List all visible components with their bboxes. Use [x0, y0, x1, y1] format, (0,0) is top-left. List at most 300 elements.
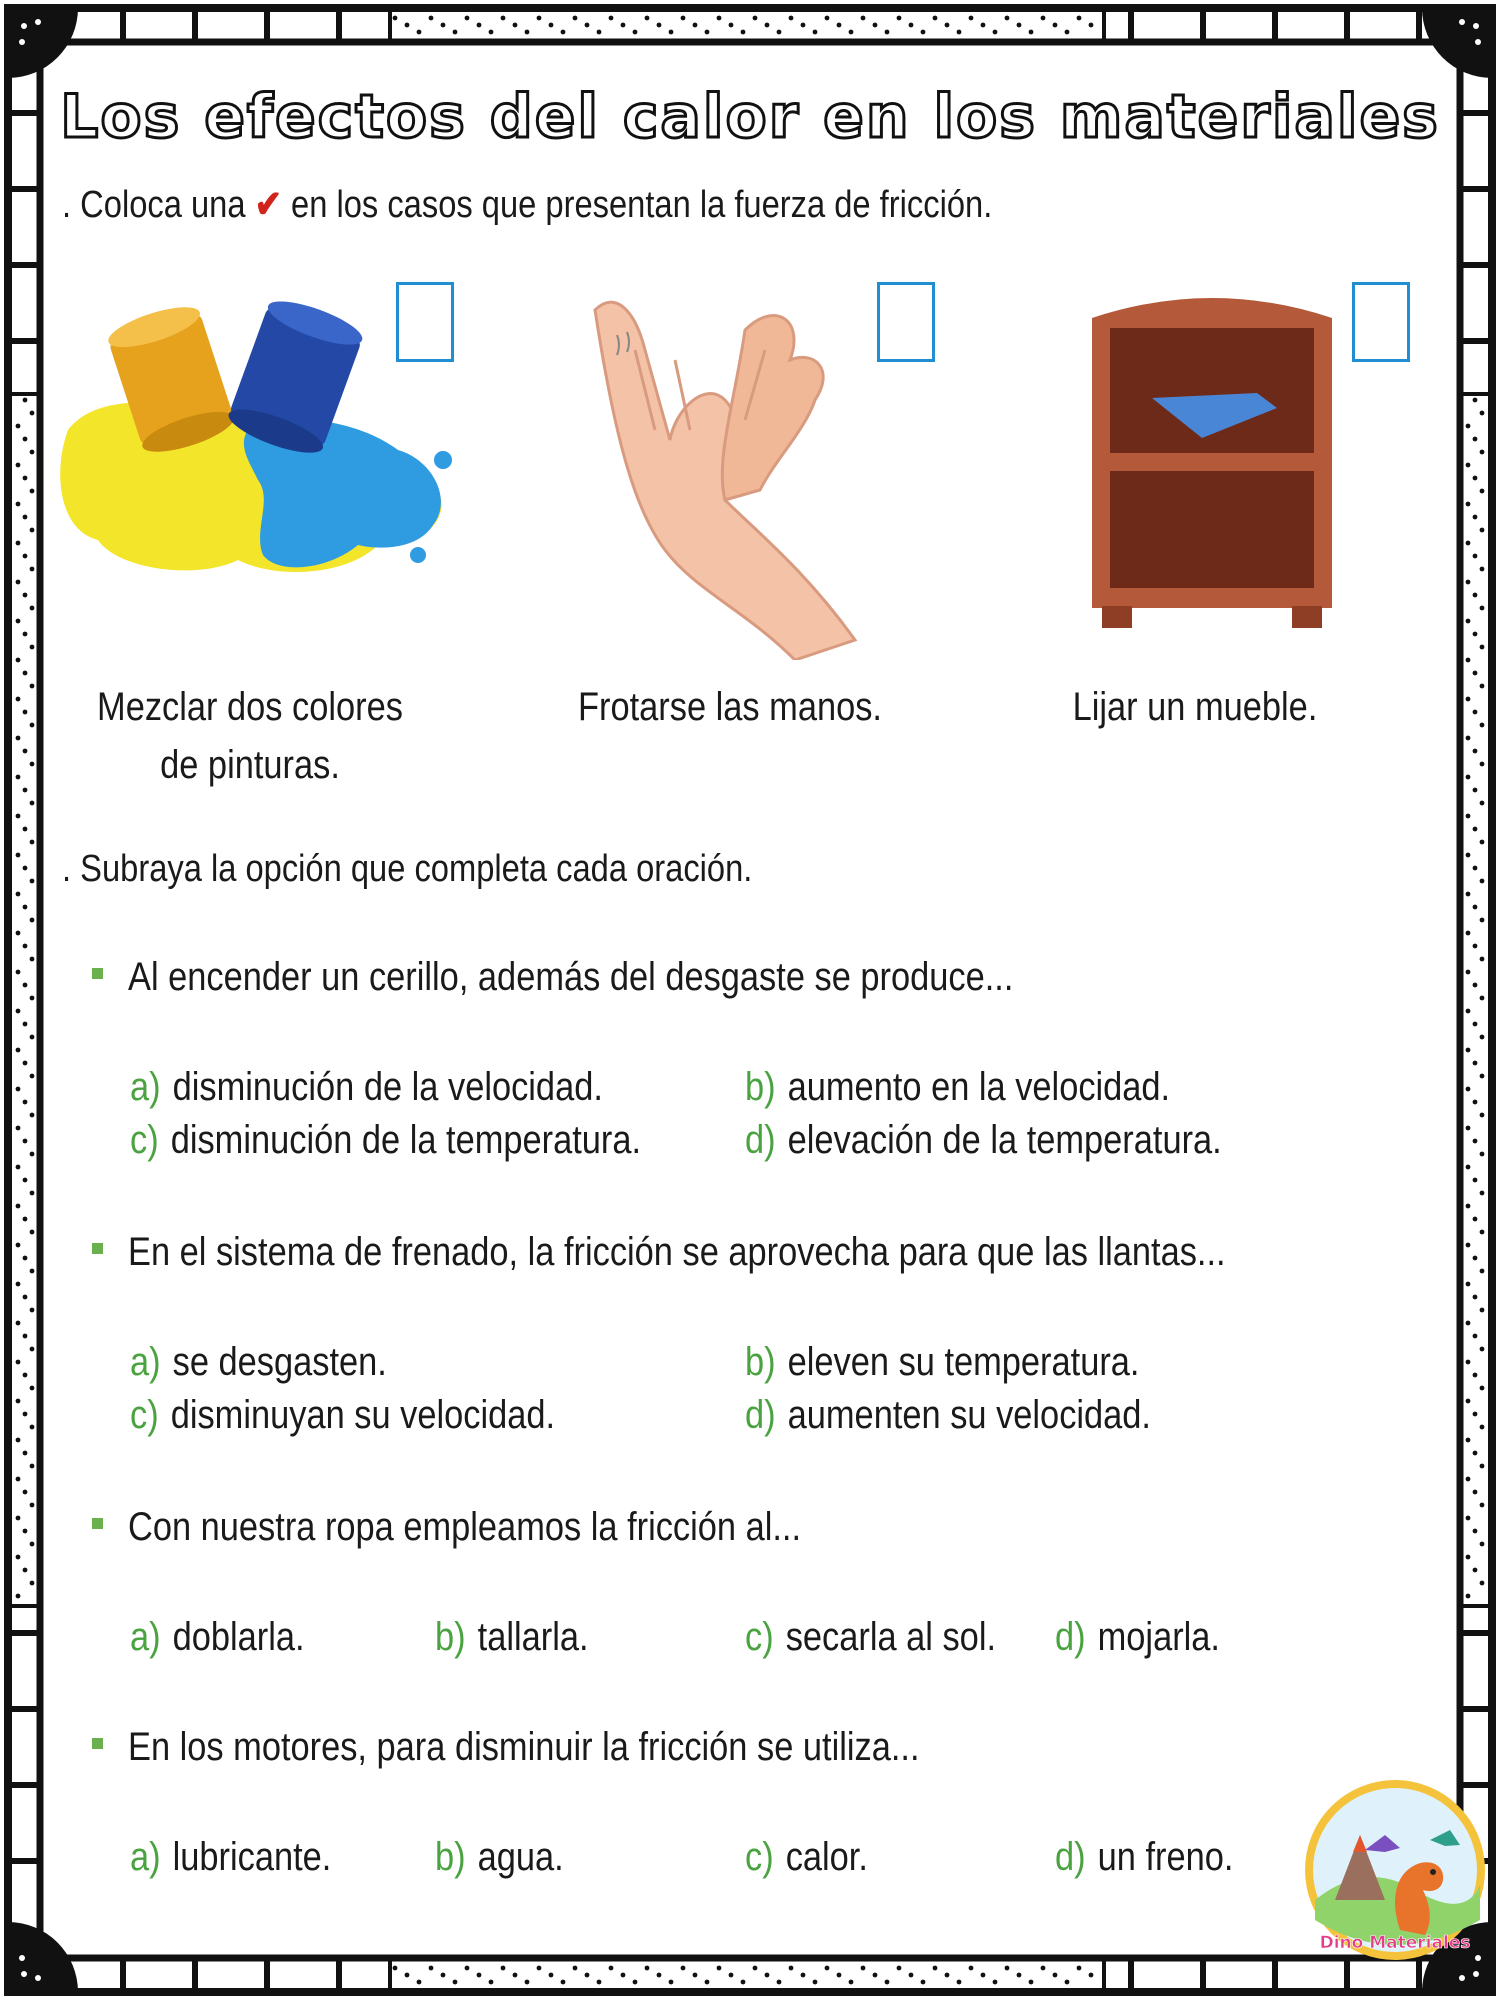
option-3b[interactable] [435, 1615, 589, 1660]
frame-dot [669, 30, 674, 35]
frame-segment [1460, 262, 1492, 268]
frame-dot [993, 1980, 998, 1985]
frame-dot [1473, 1178, 1478, 1183]
frame-dot [23, 749, 28, 754]
frame-dot [23, 1529, 28, 1534]
checkbox-rub-hands[interactable] [877, 282, 935, 362]
frame-dot [693, 1973, 698, 1978]
frame-dot [645, 16, 650, 21]
frame-dot [1005, 1966, 1010, 1971]
frame-dot [393, 16, 398, 21]
frame-dot [1466, 541, 1471, 546]
frame-dot [585, 23, 590, 28]
frame-dot [1041, 1966, 1046, 1971]
frame-dot [16, 970, 21, 975]
frame-dot [16, 697, 21, 702]
frame-dot [969, 16, 974, 21]
frame-dot [1017, 23, 1022, 28]
option-text: mojarla. [1097, 1615, 1220, 1659]
frame-dot [1473, 515, 1478, 520]
frame-dot [30, 1542, 35, 1547]
frame-dot [1480, 918, 1485, 923]
frame-dot [30, 1230, 35, 1235]
frame-dot [1473, 983, 1478, 988]
frame-dot [1466, 814, 1471, 819]
frame-dot [16, 814, 21, 819]
frame-dot [681, 16, 686, 21]
frame-dot [1480, 1347, 1485, 1352]
frame-dot [30, 489, 35, 494]
frame-dot [633, 1980, 638, 1985]
frame-dot [429, 16, 434, 21]
option-letter: a) [130, 1835, 161, 1879]
frame-dot [30, 957, 35, 962]
option-4c[interactable] [745, 1835, 868, 1880]
frame-dot [777, 30, 782, 35]
logo-text: Dino Materiales [1319, 1933, 1471, 1953]
frame-dot [23, 671, 28, 676]
frame-dot [16, 1516, 21, 1521]
caption-line-1: Lijar un mueble. [1072, 685, 1318, 729]
frame-dot [717, 1966, 722, 1971]
frame-dot [30, 645, 35, 650]
caption-line-1: Mezclar dos colores [97, 685, 403, 729]
frame-dot [1480, 1464, 1485, 1469]
frame-segment [120, 8, 126, 42]
option-text: aumento en la velocidad. [787, 1065, 1171, 1109]
option-letter: d) [745, 1393, 776, 1437]
frame-dot [30, 762, 35, 767]
frame-dot [741, 30, 746, 35]
bullet-icon [92, 1243, 103, 1254]
frame-dot [501, 1966, 506, 1971]
frame-dot [1466, 1009, 1471, 1014]
frame-dot [573, 1966, 578, 1971]
frame-dot [477, 1973, 482, 1978]
frame-dot [23, 788, 28, 793]
frame-segment [1200, 1958, 1206, 1992]
frame-dot [16, 1321, 21, 1326]
frame-dot [16, 1438, 21, 1443]
frame-segment [1200, 8, 1206, 42]
frame-dot [1466, 736, 1471, 741]
frame-dot [957, 1980, 962, 1985]
frame-dot [909, 1973, 914, 1978]
frame-segment [388, 8, 392, 42]
frame-dot [16, 931, 21, 936]
frame-dot [813, 30, 818, 35]
frame-dot [789, 1966, 794, 1971]
option-3a[interactable] [130, 1615, 305, 1660]
instruction-check: . Coloca una ✔ en los casos que presentan la fuerza de fricción. [62, 184, 993, 226]
frame-dot [1473, 866, 1478, 871]
frame-dot [465, 16, 470, 21]
question-2: En el sistema de frenado, la fricción se aprovecha para que las llantas... [128, 1230, 1226, 1274]
option-letter: c) [745, 1835, 774, 1879]
option-letter: c) [130, 1118, 159, 1162]
frame-dot [1480, 645, 1485, 650]
frame-dot [30, 918, 35, 923]
frame-segment [1272, 1958, 1278, 1992]
frame-dot [909, 23, 914, 28]
frame-dot [1077, 16, 1082, 21]
frame-dot [23, 1061, 28, 1066]
frame-dot [489, 1980, 494, 1985]
option-text: disminución de la velocidad. [172, 1065, 603, 1109]
option-2a[interactable] [130, 1340, 387, 1385]
frame-dot [873, 1973, 878, 1978]
frame-dot [1466, 931, 1471, 936]
frame-dot [441, 23, 446, 28]
frame-dot [1480, 1386, 1485, 1391]
frame-dot [1089, 23, 1094, 28]
frame-dot [23, 1022, 28, 1027]
frame-dot [621, 1973, 626, 1978]
frame-dot [813, 1980, 818, 1985]
frame-dot [1480, 1191, 1485, 1196]
frame-dot [801, 23, 806, 28]
frame-dot [23, 515, 28, 520]
frame-dot [16, 658, 21, 663]
frame-dot [717, 16, 722, 21]
frame-dot [861, 16, 866, 21]
frame-dot [597, 1980, 602, 1985]
frame-dot [1473, 905, 1478, 910]
frame-dot [537, 1966, 542, 1971]
frame-dot [585, 1973, 590, 1978]
frame-dot [1029, 30, 1034, 35]
frame-dot [1473, 1568, 1478, 1573]
frame-dot [1473, 1451, 1478, 1456]
frame-dot [1466, 1204, 1471, 1209]
frame-dot [1466, 1477, 1471, 1482]
frame-dot [30, 1035, 35, 1040]
frame-dot [1473, 944, 1478, 949]
frame-dot [453, 30, 458, 35]
frame-dot [969, 1966, 974, 1971]
frame-dot [1480, 801, 1485, 806]
caption-sand-furniture [1014, 678, 1375, 736]
frame-segment [8, 1858, 40, 1864]
frame-dot [753, 1966, 758, 1971]
frame-dot [1466, 1555, 1471, 1560]
frame-dot [1480, 1542, 1485, 1547]
frame-dot [657, 1973, 662, 1978]
frame-segment [192, 8, 198, 42]
option-text: doblarla. [172, 1615, 305, 1659]
frame-dot [16, 1048, 21, 1053]
frame-dot [765, 23, 770, 28]
frame-dot [1041, 16, 1046, 21]
frame-dot [1466, 775, 1471, 780]
bullet-icon [92, 1738, 103, 1749]
frame-dot [633, 30, 638, 35]
frame-dot [16, 1165, 21, 1170]
frame-dot [1480, 528, 1485, 533]
frame-dot [513, 1973, 518, 1978]
frame-dot [1473, 554, 1478, 559]
frame-dot [429, 1966, 434, 1971]
frame-dot [1466, 1516, 1471, 1521]
frame-dot [1017, 1973, 1022, 1978]
option-letter: a) [130, 1615, 161, 1659]
frame-dot [30, 1386, 35, 1391]
frame-dot [1480, 957, 1485, 962]
frame-dot [645, 1966, 650, 1971]
frame-dot [30, 567, 35, 572]
frame-dot [1480, 762, 1485, 767]
instruction-underline: . Subraya la opción que completa cada oración. [62, 848, 753, 890]
frame-dot [1089, 1973, 1094, 1978]
frame-dot [537, 16, 542, 21]
checkbox-mix-paints[interactable] [396, 282, 454, 362]
frame-segment [8, 1782, 40, 1788]
frame-dot [23, 437, 28, 442]
frame-dot [23, 554, 28, 559]
frame-dot [30, 606, 35, 611]
frame-dot [1473, 593, 1478, 598]
frame-dot [30, 1581, 35, 1586]
frame-dot [23, 398, 28, 403]
checkbox-sand-furniture[interactable] [1352, 282, 1410, 362]
option-letter: a) [130, 1065, 161, 1109]
frame-dot [933, 16, 938, 21]
option-4a[interactable] [130, 1835, 331, 1880]
frame-dot [489, 30, 494, 35]
frame-dot [23, 1412, 28, 1417]
frame-dot [30, 801, 35, 806]
frame-dot [16, 1243, 21, 1248]
frame-segment [1460, 338, 1492, 344]
frame-segment [264, 8, 270, 42]
frame-dot [23, 1451, 28, 1456]
frame-dot [30, 1074, 35, 1079]
frame-dot [1480, 489, 1485, 494]
option-letter: b) [435, 1835, 466, 1879]
frame-dot [30, 879, 35, 884]
frame-dot [1480, 450, 1485, 455]
instruction-underline-text: Subraya la opción que completa cada oración. [80, 848, 753, 890]
frame-dot [30, 1113, 35, 1118]
frame-dot [1473, 1022, 1478, 1027]
frame-dot [657, 23, 662, 28]
frame-dot [849, 30, 854, 35]
wooden-shelf-illustration [1082, 288, 1342, 638]
frame-segment [336, 8, 342, 42]
frame-dot [1065, 1980, 1070, 1985]
frame-segment [1102, 8, 1106, 42]
frame-dot [1473, 1334, 1478, 1339]
option-1b[interactable] [745, 1065, 1170, 1110]
option-letter: d) [1055, 1835, 1086, 1879]
frame-dot [16, 580, 21, 585]
option-text: agua. [477, 1835, 564, 1879]
frame-dot [16, 1282, 21, 1287]
frame-segment [1128, 1958, 1134, 1992]
option-4d[interactable] [1055, 1835, 1233, 1880]
frame-dot [1466, 580, 1471, 585]
frame-dot [465, 1966, 470, 1971]
frame-dot [561, 30, 566, 35]
corner-top-left [8, 8, 78, 78]
option-letter: a) [130, 1340, 161, 1384]
frame-dot [945, 23, 950, 28]
frame-dot [753, 16, 758, 21]
frame-segment [192, 1958, 198, 1992]
frame-dot [441, 1973, 446, 1978]
frame-dot [549, 23, 554, 28]
frame-dot [30, 723, 35, 728]
instruction-check-before: Coloca una [80, 184, 246, 226]
frame-segment [8, 338, 40, 344]
option-3c[interactable] [745, 1615, 996, 1660]
frame-segment [1344, 8, 1350, 42]
frame-dot [1473, 1373, 1478, 1378]
frame-dot [789, 16, 794, 21]
frame-dot [1480, 1269, 1485, 1274]
option-1c[interactable] [130, 1118, 641, 1163]
frame-dot [1473, 710, 1478, 715]
bullet-icon [92, 968, 103, 979]
option-text: un freno. [1097, 1835, 1234, 1879]
frame-dot [23, 593, 28, 598]
frame-dot [16, 1009, 21, 1014]
frame-dot [1473, 1139, 1478, 1144]
frame-segment [1460, 1706, 1492, 1712]
option-letter: c) [130, 1393, 159, 1437]
option-1a[interactable] [130, 1065, 603, 1110]
frame-dot [1466, 853, 1471, 858]
frame-segment [8, 392, 40, 396]
frame-dot [825, 1966, 830, 1971]
frame-segment [1416, 1958, 1422, 1992]
frame-dot [23, 1295, 28, 1300]
frame-dot [1473, 1295, 1478, 1300]
frame-dot [1029, 1980, 1034, 1985]
frame-segment [8, 262, 40, 268]
frame-dot [1466, 892, 1471, 897]
frame-dot [1473, 632, 1478, 637]
frame-dot [30, 1503, 35, 1508]
frame-dot [945, 1973, 950, 1978]
frame-dot [1480, 411, 1485, 416]
frame-dot [23, 1100, 28, 1105]
frame-dot [1473, 437, 1478, 442]
frame-dot [23, 1490, 28, 1495]
question-4: En los motores, para disminuir la fricción se utiliza... [128, 1725, 920, 1769]
frame-dot [1077, 1966, 1082, 1971]
frame-dot [729, 23, 734, 28]
frame-dot [16, 853, 21, 858]
option-letter: b) [435, 1615, 466, 1659]
frame-dot [1480, 567, 1485, 572]
frame-dot [981, 23, 986, 28]
frame-dot [897, 16, 902, 21]
frame-dot [1480, 684, 1485, 689]
frame-dot [1480, 840, 1485, 845]
frame-dot [1480, 996, 1485, 1001]
option-3d[interactable] [1055, 1615, 1220, 1660]
frame-dot [921, 30, 926, 35]
frame-dot [849, 1980, 854, 1985]
frame-dot [609, 16, 614, 21]
option-text: eleven su temperatura. [787, 1340, 1140, 1384]
frame-dot [957, 30, 962, 35]
frame-segment [336, 1958, 342, 1992]
option-letter: d) [1055, 1615, 1086, 1659]
question-1: Al encender un cerillo, además del desgaste se produce... [128, 955, 1014, 999]
frame-dot [30, 1464, 35, 1469]
option-text: aumenten su velocidad. [787, 1393, 1151, 1437]
option-2b[interactable] [745, 1340, 1139, 1385]
frame-dot [1005, 16, 1010, 21]
frame-dot [1473, 1217, 1478, 1222]
frame-dot [16, 619, 21, 624]
dino-materiales-logo [1305, 1780, 1485, 1960]
frame-dot [1473, 671, 1478, 676]
frame-dot [705, 1980, 710, 1985]
option-1d[interactable] [745, 1118, 1222, 1163]
option-text: disminución de la temperatura. [170, 1118, 642, 1162]
frame-dot [1473, 1061, 1478, 1066]
check-mark-icon: ✔ [254, 184, 282, 226]
option-text: secarla al sol. [785, 1615, 997, 1659]
frame-dot [16, 1360, 21, 1365]
frame-dot [1480, 1308, 1485, 1313]
frame-dot [549, 1973, 554, 1978]
frame-dot [1466, 1126, 1471, 1131]
frame-dot [16, 463, 21, 468]
frame-dot [1466, 1321, 1471, 1326]
frame-dot [1466, 1048, 1471, 1053]
frame-dot [1053, 1973, 1058, 1978]
frame-dot [30, 411, 35, 416]
frame-dot [16, 1594, 21, 1599]
option-2d[interactable] [745, 1393, 1151, 1438]
frame-dot [525, 1980, 530, 1985]
frame-segment [8, 1604, 40, 1608]
option-letter: c) [745, 1615, 774, 1659]
frame-dot [801, 1973, 806, 1978]
option-2c[interactable] [130, 1393, 555, 1438]
frame-dot [23, 866, 28, 871]
option-letter: d) [745, 1118, 776, 1162]
instruction-check-after: en los casos que presentan la fuerza de fricción. [291, 184, 993, 226]
frame-segment [8, 1630, 40, 1636]
frame-dot [1473, 1412, 1478, 1417]
frame-segment [1344, 1958, 1350, 1992]
frame-dot [1473, 398, 1478, 403]
option-text: elevación de la temperatura. [787, 1118, 1222, 1162]
rubbing-hands-illustration [575, 290, 875, 660]
caption-line-1: Frotarse las manos. [578, 685, 882, 729]
frame-dot [30, 1269, 35, 1274]
frame-dot [1480, 1230, 1485, 1235]
frame-dot [16, 775, 21, 780]
caption-mix-paints [69, 678, 430, 794]
frame-dot [405, 1973, 410, 1978]
frame-dot [1480, 1074, 1485, 1079]
option-4b[interactable] [435, 1835, 564, 1880]
frame-dot [16, 1204, 21, 1209]
frame-dot [1480, 723, 1485, 728]
frame-dot [1466, 1360, 1471, 1365]
frame-dot [1473, 749, 1478, 754]
option-text: tallarla. [477, 1615, 589, 1659]
frame-dot [453, 1980, 458, 1985]
frame-segment [1460, 392, 1492, 396]
frame-dot [777, 1980, 782, 1985]
